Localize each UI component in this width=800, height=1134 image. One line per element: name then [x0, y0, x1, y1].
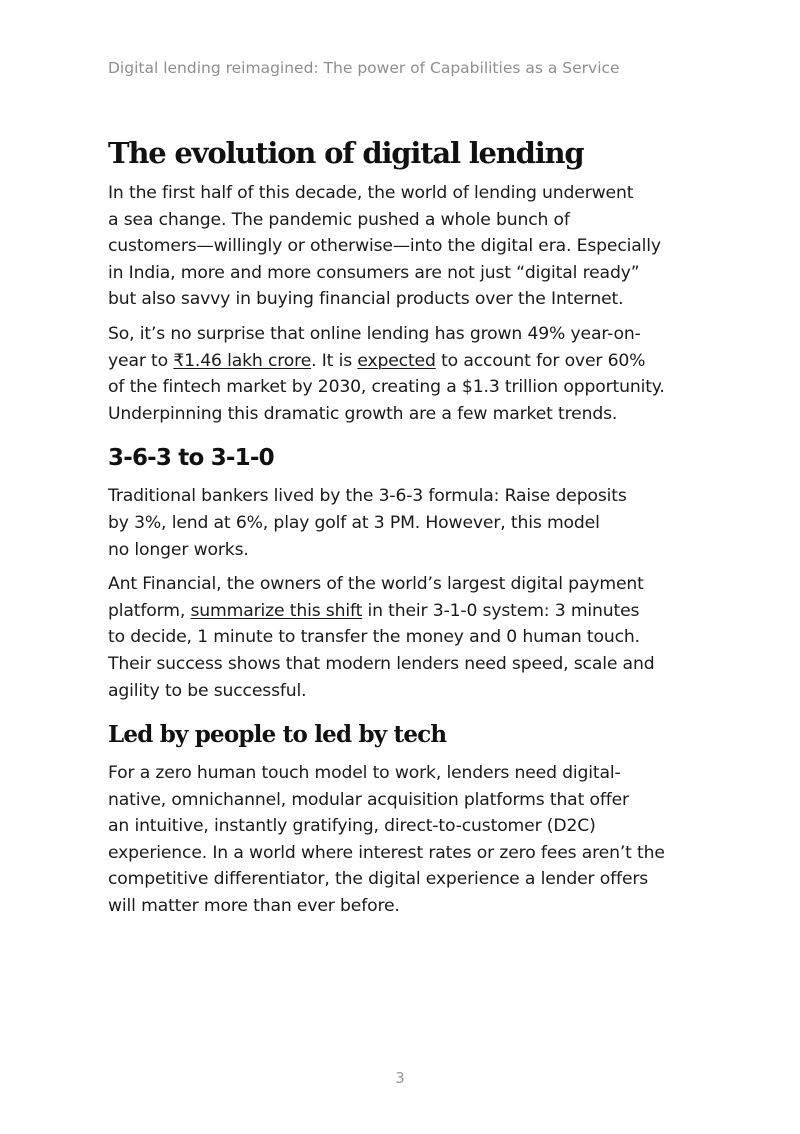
page-number: 3	[395, 1069, 405, 1087]
text-line: of the fintech market by 2030, creating a $1.3 trillion opportunity.	[108, 377, 665, 398]
text-line: in India, more and more consumers are not just “digital ready”	[108, 262, 640, 283]
text-line	[108, 598, 718, 625]
text-line	[108, 348, 718, 375]
text-line: agility to be successful.	[108, 680, 307, 701]
text-line: customers—willingly or otherwise—into the digital era. Especially	[108, 236, 661, 257]
text-line: experience. In a world where interest rates or zero fees aren’t the	[108, 842, 665, 863]
paragraph-363-2	[108, 571, 718, 704]
text-line: no longer works.	[108, 539, 249, 560]
text-line: Traditional bankers lived by the 3-6-3 formula: Raise deposits	[108, 486, 627, 507]
text-line: competitive differentiator, the digital experience a lender offers	[108, 869, 649, 890]
text-fragment: platform,	[108, 600, 191, 621]
text-line: Underpinning this dramatic growth are a few market trends.	[108, 403, 618, 424]
section-title-evolution: The evolution of digital lending	[108, 136, 584, 170]
paragraph-363-1	[108, 483, 718, 563]
text-line: a sea change. The pandemic pushed a whole bunch of	[108, 209, 570, 230]
link-lending-growth-figure[interactable]: ₹1.46 lakh crore	[173, 350, 312, 371]
text-line: In the first half of this decade, the world of lending underwent	[108, 183, 634, 203]
text-fragment: . It is	[311, 350, 358, 371]
paragraph-tech-1	[108, 760, 718, 920]
text-line: For a zero human touch model to work, lenders need digital-	[108, 763, 621, 784]
paragraph-evolution-1	[108, 180, 718, 313]
text-line: Ant Financial, the owners of the world’s largest digital payment	[108, 574, 644, 595]
text-line: but also savvy in buying financial products over the Internet.	[108, 289, 624, 310]
paragraph-evolution-2	[108, 321, 718, 427]
text-line: an intuitive, instantly gratifying, direct-to-customer (D2C)	[108, 816, 596, 837]
text-line: So, it’s no surprise that online lending has grown 49% year-on-	[108, 323, 641, 344]
text-line: will matter more than ever before.	[108, 896, 400, 917]
text-fragment: in their 3-1-0 system: 3 minutes	[362, 600, 640, 621]
text-fragment: year to	[108, 350, 174, 371]
link-expected[interactable]: expected	[357, 350, 436, 371]
running-header: Digital lending reimagined: The power of Capabilities as a Service	[108, 59, 620, 77]
text-line: to decide, 1 minute to transfer the money and 0 human touch.	[108, 627, 640, 648]
text-line: Their success shows that modern lenders need speed, scale and	[108, 653, 655, 674]
link-summarize-this-shift[interactable]: summarize this shift	[190, 600, 363, 621]
section-title-363: 3-6-3 to 3-1-0	[108, 445, 274, 472]
text-line: native, omnichannel, modular acquisition platforms that offer	[108, 789, 629, 810]
section-title-tech: Led by people to led by tech	[108, 721, 447, 749]
text-fragment: to account for over 60%	[435, 350, 646, 371]
page-content	[108, 134, 718, 928]
text-line: by 3%, lend at 6%, play golf at 3 PM. However, this model	[108, 512, 600, 533]
